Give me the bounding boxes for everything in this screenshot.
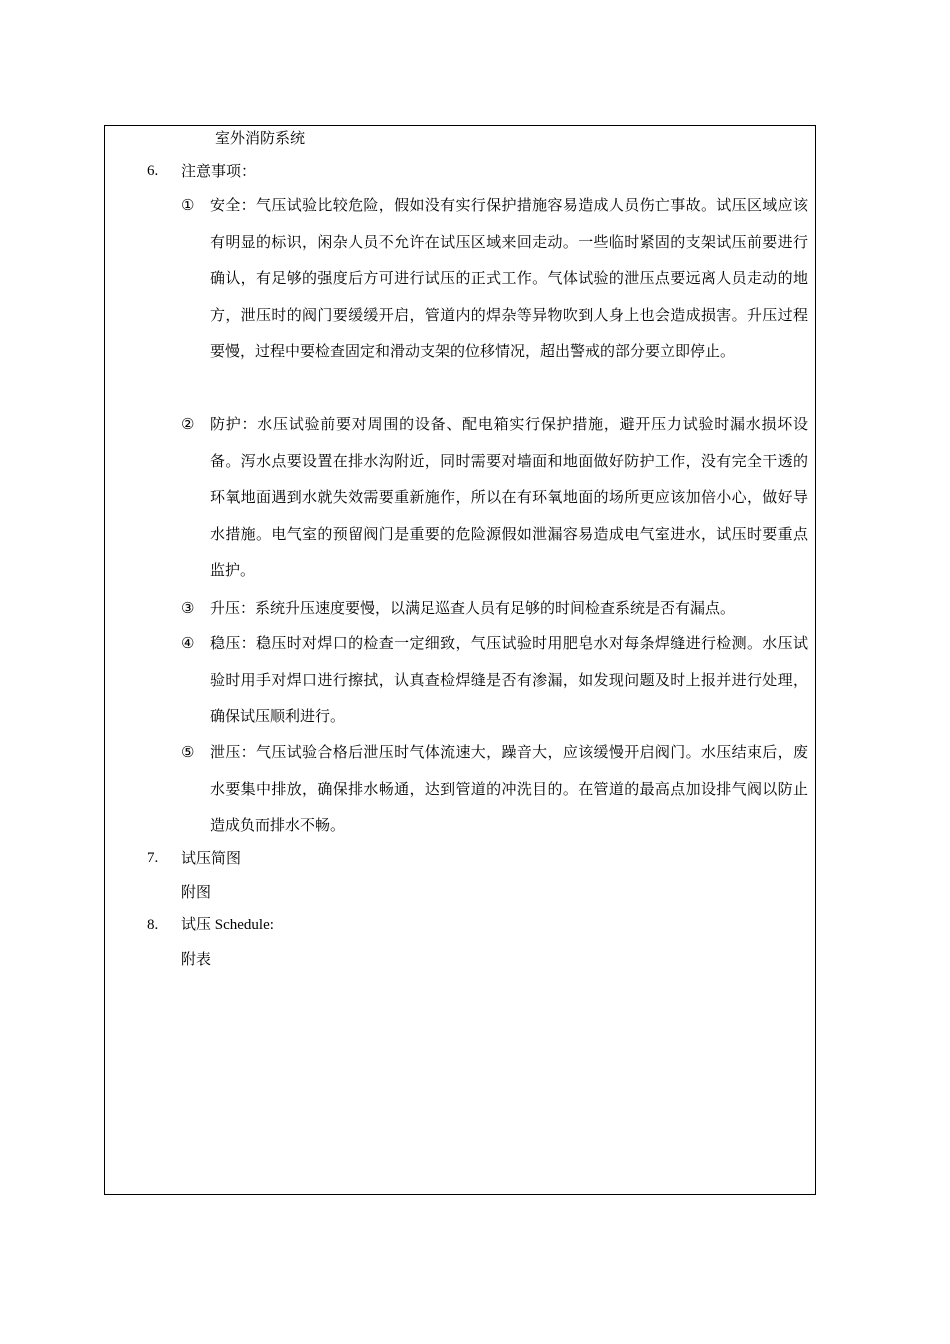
section-6-number: 6. (147, 163, 159, 179)
top-item-text: 室外消防系统 (215, 129, 306, 147)
section-7-number: 7. (147, 850, 159, 866)
section-6-title: 注意事项： (181, 162, 257, 180)
item-3-marker: ③ (181, 599, 195, 617)
item-3-text: 升压：系统升压速度要慢，以满足巡查人员有足够的时间检查系统是否有漏点。 (210, 599, 736, 617)
section-8-number: 8. (147, 917, 159, 933)
item-2-marker: ② (181, 415, 195, 433)
section-7-sub: 附图 (181, 883, 212, 901)
item-4-marker: ④ (181, 634, 195, 652)
item-1-marker: ① (181, 196, 195, 214)
section-8-sub: 附表 (181, 950, 212, 968)
item-5-text: 泄压：气压试验合格后泄压时气体流速大，躁音大，应该缓慢开启阀门。水压结束后，废水要集中排放，确保排水畅通，达到管道的冲洗目的。在管道的最高点加设排气阀以防止造成负而排水不畅。 (210, 743, 808, 835)
section-8-title: 试压 Schedule: (181, 917, 274, 933)
item-5-marker: ⑤ (181, 743, 195, 761)
item-4-text: 稳压：稳压时对焊口的检查一定细致，气压试验时用肥皂水对每条焊缝进行检测。水压试验时用手对焊口进行擦拭，认真查检焊缝是否有渗漏，如发现问题及时上报并进行处理，确保试压顺利进行。 (210, 634, 808, 726)
section-7-title: 试压简图 (181, 849, 242, 867)
item-2-text: 防护：水压试验前要对周围的设备、配电箱实行保护措施，避开压力试验时漏水损坏设备。泻水点要设置在排水沟附近，同时需要对墙面和地面做好防护工作，没有完全干透的环氧地面遇到水就失效需要重新施作，所以在有环氧地面的场所更应该加倍小心，做好导水措施。电气室的预留阀门是重要的危险源假如泄漏容易造成电气室进水，试压时要重点监护。 (210, 415, 808, 580)
item-1-text: 安全：气压试验比较危险，假如没有实行保护措施容易造成人员伤亡事故。试压区域应该有明显的标识，闲杂人员不允许在试压区域来回走动。一些临时紧固的支架试压前要进行确认，有足够的强度后方可进行试压的正式工作。气体试验的泄压点要远离人员走动的地方，泄压时的阀门要缓缓开启，管道内的焊杂等异物吹到人身上也会造成损害。升压过程要慢，过程中要检查固定和滑动支架的位移情况，超出警戒的部分要立即停止。 (210, 196, 808, 361)
